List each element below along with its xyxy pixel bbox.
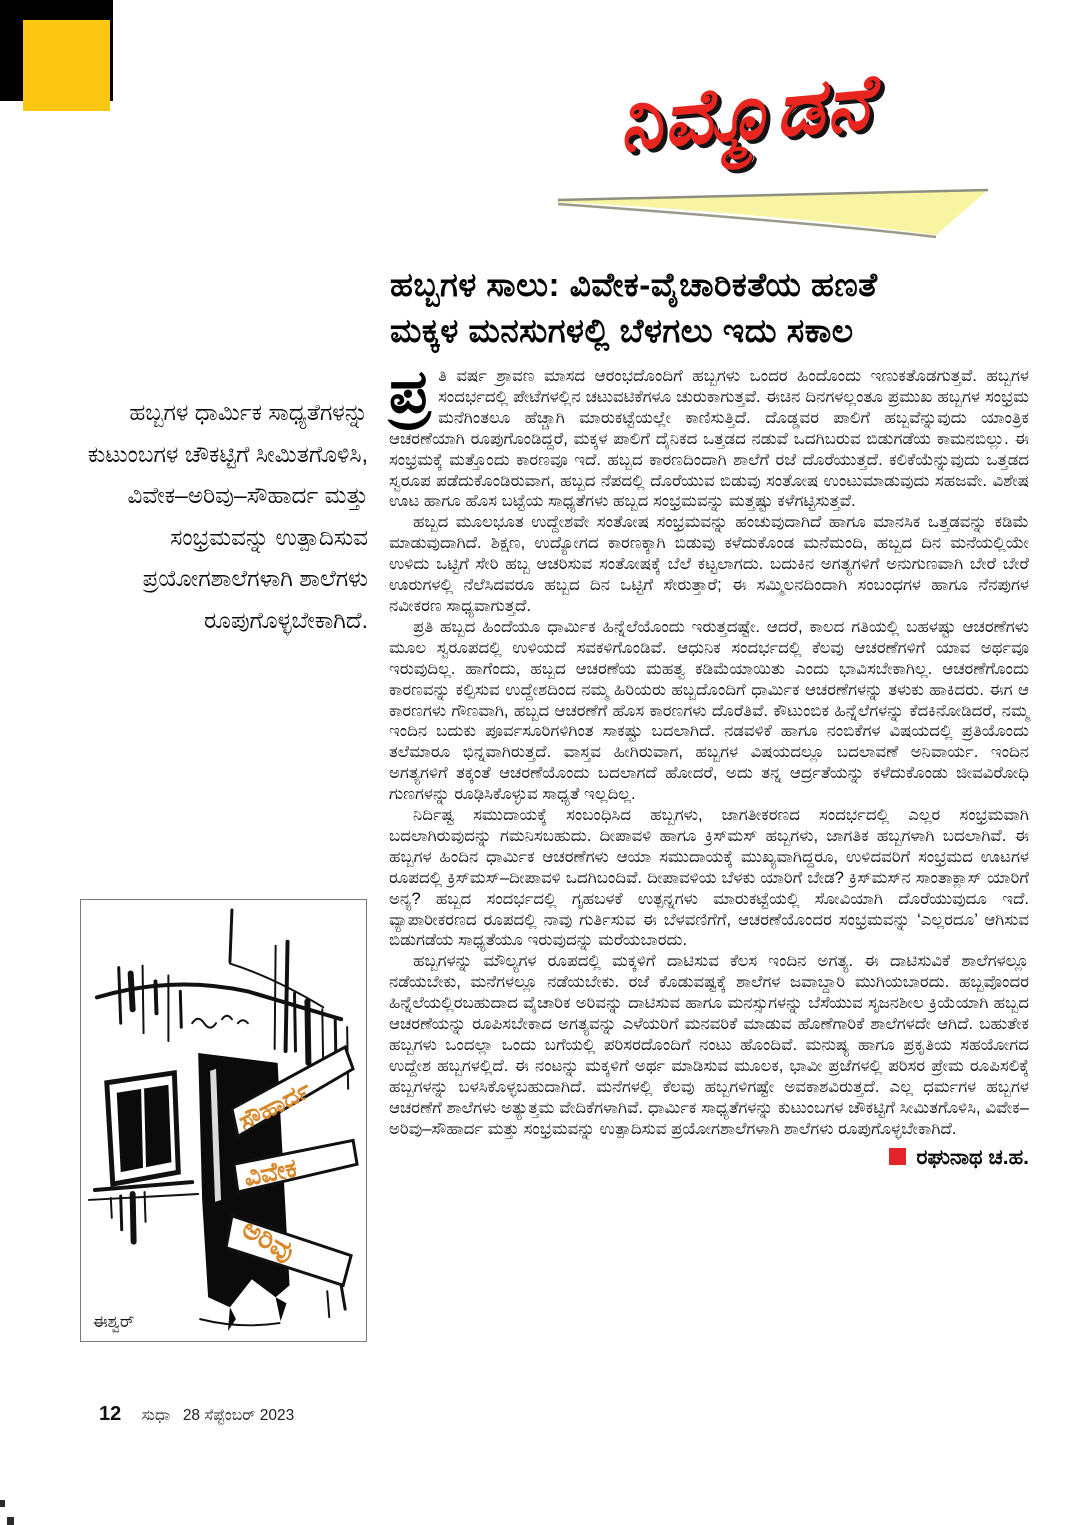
red-square-bullet-icon [889, 1148, 906, 1165]
paragraph-text: ತಿ ವರ್ಷ ಶ್ರಾವಣ ಮಾಸದ ಆರಂಭದೊಂದಿಗೆ ಹಬ್ಬಗಳು ಒಂದರ ಹಿಂದೊಂದು ಇಣುಕತೊಡಗುತ್ತವೆ. ಹಬ್ಬಗಳ ಸಂದರ್ಭದಲ್ಲಿ ಪೇಟೆಗಳಲ್ಲಿನ ಚಟುವಟಿಕೆಗಳೂ ಚುರುಕಾಗುತ್ತವೆ. ಈಚಿನ ದಿನಗಳಲ್ಲಂತೂ ಪ್ರಮುಖ ಹಬ್ಬಗಳ ಸಂಭ್ರಮ ಮನೆಗಿಂತಲೂ ಹೆಚ್ಚಾಗಿ ಮಾರುಕಟ್ಟೆಯಲ್ಲೇ ಕಾಣಿಸುತ್ತಿದೆ. ದೊಡ್ಡವರ ಪಾಲಿಗೆ ಹಬ್ಬವೆನ್ನುವುದು ಯಾಂತ್ರಿಕ ಆಚರಣೆಯಾಗಿ ರೂಪುಗೊಂಡಿದ್ದರೆ, ಮಕ್ಕಳ ಪಾಲಿಗೆ ದೈನಿಕದ ಒತ್ತಡದ ನಡುವೆ ಒದಗಿಬರುವ ಬಿಡುಗಡೆಯ ಕಾಮನಬಿಲ್ಲು. ಈ ಸಂಭ್ರಮಕ್ಕೆ ಮತ್ತೊಂದು ಕಾರಣವೂ ಇದೆ. ಹಬ್ಬದ ಕಾರಣದಿಂದಾಗಿ ಶಾಲೆಗೆ ರಜೆ ದೊರೆಯುತ್ತದೆ. ಕಲಿಕೆಯೆನ್ನುವುದು ಒತ್ತಡದ ಸ್ವರೂಪ ಪಡೆದುಕೊಂಡಿರುವಾಗ, ಹಬ್ಬದ ನೆಪದಲ್ಲಿ ದೊರೆಯುವ ಬಿಡುವು ಸಂತೋಷ ಉಂಟುಮಾಡುವುದು ಸಹಜವೇ. ವಿಶೇಷ ಊಟ ಹಾಗೂ ಹೊಸ ಬಟ್ಟೆಯ ಸಾಧ್ಯತೆಗಳು ಹಬ್ಬದ ಸಂಭ್ರಮವನ್ನು ಮತ್ತಷ್ಟು ಕಳೆಗಟ್ಟಿಸುತ್ತವೆ. [389, 366, 1029, 511]
festival-signboards-illustration [81, 900, 366, 1341]
section-logo: ನಿಮ್ಮೊಡನೆ [615, 60, 877, 167]
headline-line-1: ಹಬ್ಬಗಳ ಸಾಲು: ವಿವೇಕ-ವೈಚಾರಿಕತೆಯ ಹಣತೆ [390, 266, 878, 303]
masthead [555, 60, 1025, 245]
drop-cap: ಪ್ರ [389, 358, 431, 425]
sign-text-souharda: ಸೌಹಾರ್ದ [234, 1076, 316, 1136]
pull-quote: ಹಬ್ಬಗಳ ಧಾರ್ಮಿಕ ಸಾಧ್ಯತೆಗಳನ್ನು ಕುಟುಂಬಗಳ ಚೌಕಟ್ಟಿಗೆ ಸೀಮಿತಗೊಳಿಸಿ, ವಿವೇಕ–ಅರಿವು–ಸೌಹಾರ್ದ ಮತ್ತು ಸಂಭ್ರಮವನ್ನು ಉತ್ಪಾದಿಸುವ ಪ್ರಯೋಗಶಾಲೆಗಳಾಗಿ ಶಾಲೆಗಳು ರೂಪುಗೊಳ್ಳಬೇಕಾಗಿದೆ. [87, 399, 368, 633]
artist-signature: ಈಶ್ವರ್ [92, 1312, 135, 1332]
paragraph: ನಿರ್ದಿಷ್ಟ ಸಮುದಾಯಕ್ಕೆ ಸಂಬಂಧಿಸಿದ ಹಬ್ಬಗಳು, ಜಾಗತೀಕರಣದ ಸಂದರ್ಭದಲ್ಲಿ ಎಲ್ಲರ ಸಂಭ್ರಮವಾಗಿ ಬದಲಾಗಿರುವುದನ್ನು ಗಮನಿಸಬಹುದು. ದೀಪಾವಳಿ ಹಾಗೂ ಕ್ರಿಸ್‌ಮಸ್ ಹಬ್ಬಗಳು, ಜಾಗತಿಕ ಹಬ್ಬಗಳಾಗಿ ಬದಲಾಗಿವೆ. ಈ ಹಬ್ಬಗಳ ಹಿಂದಿನ ಧಾರ್ಮಿಕ ಆಚರಣೆಗಳು ಆಯಾ ಸಮುದಾಯಕ್ಕೆ ಮುಖ್ಯವಾಗಿದ್ದರೂ, ಉಳಿದವರಿಗೆ ಸಂಭ್ರಮದ ಊಟಗಳ ರೂಪದಲ್ಲಿ ಕ್ರಿಸ್‌ಮಸ್–ದೀಪಾವಳಿ ಒದಗಿಬಂದಿವೆ. ದೀಪಾವಳಿಯ ಬೆಳಕು ಯಾರಿಗೆ ಬೇಡ? ಕ್ರಿಸ್‌ಮಸ್‌ನ ಸಾಂತಾಕ್ಲಾಸ್ ಯಾರಿಗೆ ಅನ್ಯ? ಹಬ್ಬದ ಸಂದರ್ಭದಲ್ಲಿ ಗೃಹಬಳಕೆ ಉತ್ಪನ್ನಗಳು ಮಾರುಕಟ್ಟೆಯಲ್ಲಿ ಸೋವಿಯಾಗಿ ದೊರೆಯುವುದೂ ಇದೆ. ವ್ಯಾಪಾರೀಕರಣದ ರೂಪದಲ್ಲಿ ನಾವು ಗುರ್ತಿಸುವ ಈ ಬೆಳವಣಿಗೆಗೆ, ಆಚರಣೆಯೊಂದರ ಸಂಭ್ರಮವನ್ನು ‘ಎಲ್ಲರದೂ’ ಆಗಿಸುವ ಬಿಡುಗಡೆಯ ಸಾಧ್ಯತೆಯೂ ಇರುವುದನ್ನು ಮರೆಯಬಾರದು. [389, 805, 1029, 950]
page-footer [99, 1403, 294, 1426]
issue-date: 28 ಸೆಪ್ಟೆಂಬರ್ 2023 [182, 1407, 295, 1424]
paragraph: ಪ್ರತಿ ಹಬ್ಬದ ಹಿಂದೆಯೂ ಧಾರ್ಮಿಕ ಹಿನ್ನೆಲೆಯೊಂದು ಇರುತ್ತದಷ್ಟೇ. ಆದರೆ, ಕಾಲದ ಗತಿಯಲ್ಲಿ ಬಹಳಷ್ಟು ಆಚರಣೆಗಳು ಮೂಲ ಸ್ವರೂಪದಲ್ಲಿ ಉಳಿಯದೆ ಸವಕಳಿಗೊಂಡಿವೆ. ಆಧುನಿಕ ಸಂದರ್ಭದಲ್ಲಿ ಕೆಲವು ಆಚರಣೆಗಳಿಗೆ ಯಾವ ಅರ್ಥವೂ ಇರುವುದಿಲ್ಲ. ಹಾಗೆಂದು, ಹಬ್ಬದ ಆಚರಣೆಯ ಮಹತ್ವ ಕಡಿಮೆಯಾಯಿತು ಎಂದು ಭಾವಿಸಬೇಕಾಗಿಲ್ಲ. ಆಚರಣೆಗೊಂದು ಕಾರಣವನ್ನು ಕಲ್ಪಿಸುವ ಉದ್ದೇಶದಿಂದ ನಮ್ಮ ಹಿರಿಯರು ಹಬ್ಬದೊಂದಿಗೆ ಧಾರ್ಮಿಕ ಆಚರಣೆಗಳನ್ನು ತಳುಕು ಹಾಕಿದರು. ಈಗ ಆ ಕಾರಣಗಳು ಗೌಣವಾಗಿ, ಹಬ್ಬದ ಆಚರಣೆಗೆ ಹೊಸ ಕಾರಣಗಳು ದೊರೆತಿವೆ. ಕೌಟುಂಬಿಕ ಹಿನ್ನೆಲೆಗಳನ್ನು ಕೆದಕಿನೋಡಿದರೆ, ನಮ್ಮ ಇಂದಿನ ಬದುಕು ಪೂರ್ವಸೂರಿಗಳಿಗಿಂತ ಸಾಕಷ್ಟು ಬದಲಾಗಿದೆ. ನಡವಳಿಕೆ ಹಾಗೂ ನಂಬಿಕೆಗಳ ವಿಷಯದಲ್ಲಿ ಪ್ರತಿಯೊಂದು ತಲೆಮಾರೂ ಭಿನ್ನವಾಗಿರುತ್ತದೆ. ವಾಸ್ತವ ಹೀಗಿರುವಾಗ, ಹಬ್ಬಗಳ ವಿಷಯದಲ್ಲೂ ಬದಲಾವಣೆ ಅನಿವಾರ್ಯ. ಇಂದಿನ ಅಗತ್ಯಗಳಿಗೆ ತಕ್ಕಂತೆ ಆಚರಣೆಯೊಂದು ಬದಲಾಗದೆ ಹೋದರೆ, ಅದು ತನ್ನ ಆರ್ದ್ರತೆಯನ್ನು ಕಳೆದುಕೊಂಡು ಜೀವವಿರೋಧಿ ಗುಣಗಳನ್ನು ರೂಢಿಸಿಕೊಳ್ಳುವ ಸಾಧ್ಯತೆ ಇಲ್ಲದಿಲ್ಲ. [389, 616, 1029, 804]
magazine-name: ಸುಧಾ [141, 1407, 171, 1424]
headline-line-2: ಮಕ್ಕಳ ಮನಸುಗಳಲ್ಲಿ ಬೆಳಗಲು ಇದು ಸಕಾಲ [390, 312, 854, 349]
paragraph: ಹಬ್ಬಗಳನ್ನು ಮೌಲ್ಯಗಳ ರೂಪದಲ್ಲಿ ಮಕ್ಕಳಿಗೆ ದಾಟಿಸುವ ಕೆಲಸ ಇಂದಿನ ಅಗತ್ಯ. ಈ ದಾಟಿಸುವಿಕೆ ಶಾಲೆಗಳಲ್ಲೂ ನಡೆಯಬೇಕು, ಮನೆಗಳಲ್ಲೂ ನಡೆಯಬೇಕು. ರಜೆ ಕೊಡುವಷ್ಟಕ್ಕೆ ಶಾಲೆಗಳ ಜವಾಬ್ದಾರಿ ಮುಗಿಯಬಾರದು. ಹಬ್ಬವೊಂದರ ಹಿನ್ನೆಲೆಯಲ್ಲಿರಬಹುದಾದ ವೈಚಾರಿಕ ಅರಿವನ್ನು ದಾಟಿಸುವ ಹಾಗೂ ಮನಸ್ಸುಗಳನ್ನು ಬೆಸೆಯುವ ಸೃಜನಶೀಲ ಕ್ರಿಯೆಯಾಗಿ ಹಬ್ಬದ ಆಚರಣೆಯನ್ನು ರೂಪಿಸಬೇಕಾದ ಅಗತ್ಯವನ್ನು ಎಳೆಯರಿಗೆ ಮನವರಿಕೆ ಮಾಡುವ ಹೊಣೆಗಾರಿಕೆ ಶಾಲೆಗಳದೇ ಆಗಿದೆ. ಬಹುತೇಕ ಹಬ್ಬಗಳು ಒಂದಲ್ಲಾ ಒಂದು ಬಗೆಯಲ್ಲಿ ಪರಿಸರದೊಂದಿಗೆ ನಂಟು ಹೊಂದಿವೆ. ಮನುಷ್ಯ ಹಾಗೂ ಪ್ರಕೃತಿಯ ಸಹಯೋಗದ ಉದ್ದೇಶ ಹಬ್ಬಗಳಲ್ಲಿದೆ. ಈ ನಂಟನ್ನು ಮಕ್ಕಳಿಗೆ ಅರ್ಥ ಮಾಡಿಸುವ ಮೂಲಕ, ಭಾವೀ ಪ್ರಜೆಗಳಲ್ಲಿ ಪರಿಸರ ಪ್ರೇಮ ರೂಪಿಸಲಿಕ್ಕೆ ಹಬ್ಬಗಳನ್ನು ಬಳಸಿಕೊಳ್ಳಬಹುದಾಗಿದೆ. ಮನೆಗಳಲ್ಲಿ ಕೆಲವು ಹಬ್ಬಗಳಿಗಷ್ಟೇ ಅವಕಾಶವಿರುತ್ತದೆ. ಎಲ್ಲ ಧರ್ಮಗಳ ಹಬ್ಬಗಳ ಆಚರಣೆಗೆ ಶಾಲೆಗಳು ಅತ್ಯುತ್ತಮ ವೇದಿಕೆಗಳಾಗಿವೆ. ಧಾರ್ಮಿಕ ಸಾಧ್ಯತೆಗಳನ್ನು ಕುಟುಂಬಗಳ ಚೌಕಟ್ಟಿಗೆ ಸೀಮಿತಗೊಳಿಸಿ, ವಿವೇಕ–ಅರಿವು–ಸೌಹಾರ್ದ ಮತ್ತು ಸಂಭ್ರಮವನ್ನು ಉತ್ಪಾದಿಸುವ ಪ್ರಯೋಗಶಾಲೆಗಳಾಗಿ ಶಾಲೆಗಳು ರೂಪುಗೊಳ್ಳಬೇಕಾಗಿದೆ. [389, 951, 1029, 1138]
window-sketch [107, 1073, 178, 1184]
author-name: ರಘುನಾಥ ಚ.ಹ. [916, 1145, 1029, 1169]
article-body [389, 358, 1029, 1169]
page-number: 12 [99, 1403, 122, 1425]
paragraph [389, 358, 1029, 512]
yellow-swoosh-ribbon [555, 183, 1000, 245]
author-byline [389, 1145, 1029, 1169]
corner-yellow-square [23, 20, 110, 111]
sign-text-arivu: ಅರಿವು [236, 1212, 301, 1268]
article-headline [390, 262, 1035, 354]
print-artifact [7, 1517, 14, 1525]
illustration-box [80, 899, 367, 1342]
sign-text-viveka: ವಿವೇಕ [241, 1154, 300, 1192]
print-artifact [0, 1500, 5, 1507]
paragraph: ಹಬ್ಬದ ಮೂಲಭೂತ ಉದ್ದೇಶವೇ ಸಂತೋಷ ಸಂಭ್ರಮವನ್ನು ಹಂಚುವುದಾಗಿದೆ ಹಾಗೂ ಮಾನಸಿಕ ಒತ್ತಡವನ್ನು ಕಡಿಮೆ ಮಾಡುವುದಾಗಿದೆ. ಶಿಕ್ಷಣ, ಉದ್ಯೋಗದ ಕಾರಣಕ್ಕಾಗಿ ಬಿಡುವು ಕಳೆದುಕೊಂಡ ಮನೆಮಂದಿ, ಹಬ್ಬದ ದಿನ ಮನೆಯಲ್ಲಿಯೇ ಉಳಿದು ಒಟ್ಟಿಗೆ ಸೇರಿ ಹಬ್ಬ ಆಚರಿಸುವ ಸಂತೋಷಕ್ಕೆ ಬೆಲೆ ಕಟ್ಟಲಾಗದು. ಬದುಕಿನ ಅಗತ್ಯಗಳಿಗೆ ಅನುಗುಣವಾಗಿ ಬೇರೆ ಬೇರೆ ಊರುಗಳಲ್ಲಿ ನೆಲೆಸಿದವರೂ ಹಬ್ಬದ ದಿನ ಒಟ್ಟಿಗೆ ಸೇರುತ್ತಾರೆ; ಈ ಸಮ್ಮಿಲನದಿಂದಾಗಿ ಸಂಬಂಧಗಳ ಹಾಗೂ ನೆನಪುಗಳ ನವೀಕರಣ ಸಾಧ್ಯವಾಗುತ್ತದೆ. [389, 512, 1029, 615]
